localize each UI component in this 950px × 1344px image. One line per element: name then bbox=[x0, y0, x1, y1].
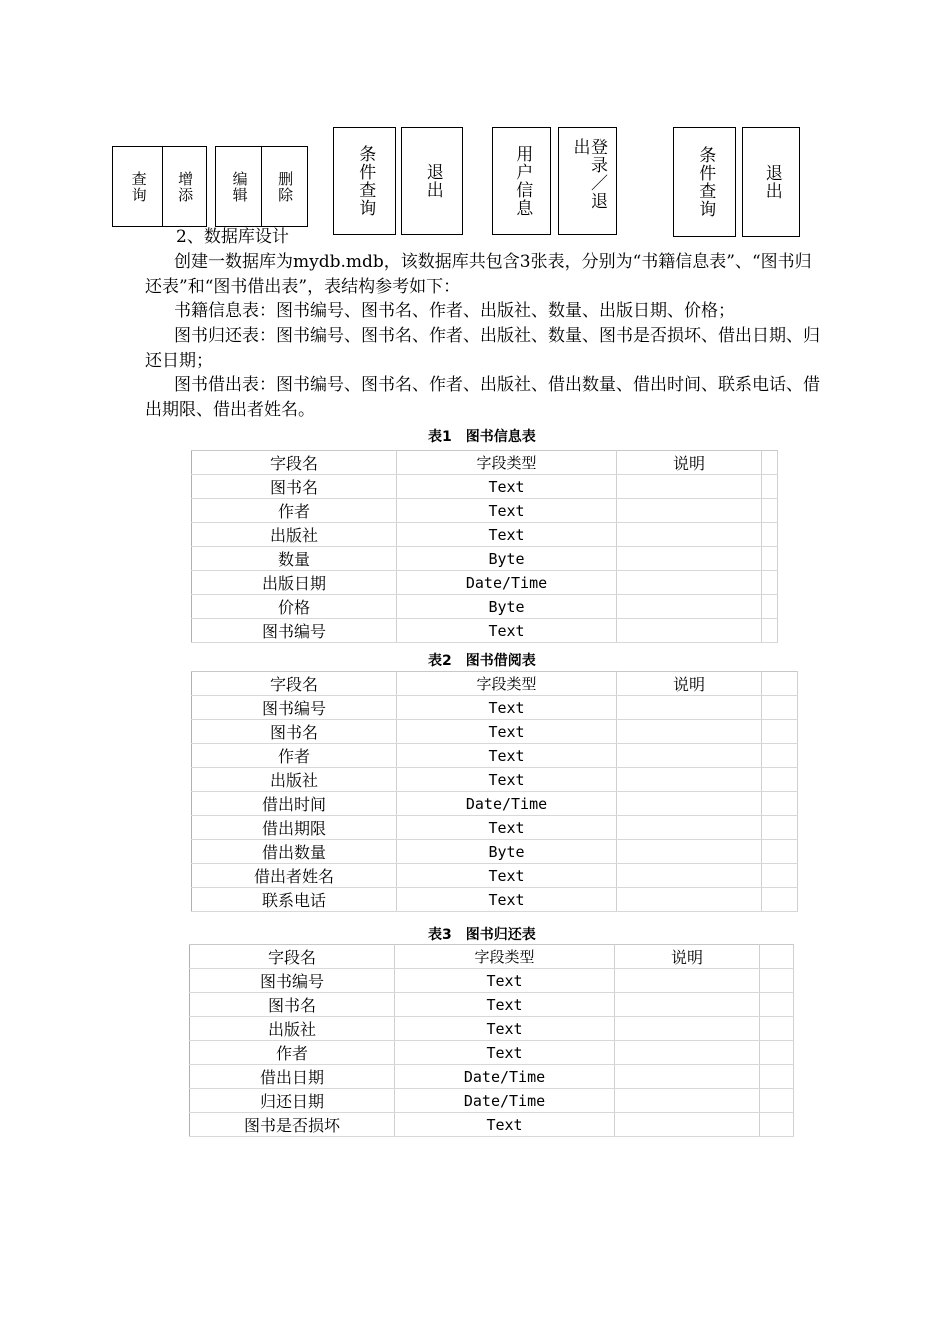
table-row bbox=[192, 619, 778, 643]
table-row bbox=[192, 888, 798, 912]
table-cell: Text bbox=[395, 1113, 615, 1137]
book-return-table bbox=[189, 944, 794, 1137]
paragraph-intro: 创建一数据库为mydb.mdb，该数据库共包含3张表，分别为“书籍信息表”、“图书归还表”和“图书借出表”，表结构参考如下： bbox=[145, 252, 812, 297]
table-cell bbox=[617, 571, 762, 595]
table-cell: Text bbox=[397, 744, 617, 768]
table-filler-cell bbox=[762, 768, 798, 792]
table-cell: Date/Time bbox=[395, 1089, 615, 1113]
table-cell bbox=[615, 993, 760, 1017]
table-row bbox=[190, 1017, 794, 1041]
diagram-box-add bbox=[162, 146, 207, 227]
table-header-row bbox=[192, 451, 778, 475]
table-filler-cell bbox=[762, 571, 778, 595]
table-row bbox=[192, 720, 798, 744]
table-filler-cell bbox=[762, 792, 798, 816]
table-cell: 借出期限 bbox=[192, 816, 397, 840]
table-filler-cell bbox=[762, 499, 778, 523]
table-cell bbox=[617, 768, 762, 792]
table-cell: 图书名 bbox=[190, 993, 395, 1017]
table-header-cell: 字段类型 bbox=[395, 945, 615, 969]
table-row bbox=[192, 792, 798, 816]
diagram-box-conditional-query bbox=[333, 127, 396, 235]
table-cell bbox=[617, 864, 762, 888]
table-cell: 作者 bbox=[190, 1041, 395, 1065]
table-filler-cell bbox=[762, 595, 778, 619]
table-row bbox=[192, 523, 778, 547]
table-cell: 借出者姓名 bbox=[192, 864, 397, 888]
box-label-overflow: 出 bbox=[569, 138, 590, 156]
table-filler-cell bbox=[762, 523, 778, 547]
table-header-cell: 说明 bbox=[615, 945, 760, 969]
table-cell bbox=[617, 523, 762, 547]
table-filler-cell bbox=[760, 1041, 794, 1065]
table-cell: 图书编号 bbox=[190, 969, 395, 993]
table-row bbox=[192, 768, 798, 792]
table-cell: 图书名 bbox=[192, 475, 397, 499]
diagram-box-edit bbox=[215, 146, 263, 227]
table-cell bbox=[615, 1041, 760, 1065]
table-cell: Byte bbox=[397, 840, 617, 864]
table-filler-cell bbox=[762, 720, 798, 744]
book-borrow-table bbox=[191, 671, 798, 912]
box-label: 删除 bbox=[276, 170, 295, 203]
table-cell: 数量 bbox=[192, 547, 397, 571]
diagram-box-delete bbox=[261, 146, 308, 227]
table-filler-cell bbox=[760, 1113, 794, 1137]
table-filler-cell bbox=[762, 451, 778, 475]
table-caption: 表2 图书借阅表 bbox=[428, 653, 536, 669]
table-cell: 出版日期 bbox=[192, 571, 397, 595]
table-cell: Text bbox=[397, 864, 617, 888]
table-cell: 价格 bbox=[192, 595, 397, 619]
table-header-row bbox=[190, 945, 794, 969]
table-cell bbox=[617, 475, 762, 499]
table-cell: Text bbox=[397, 619, 617, 643]
table-cell: Text bbox=[395, 1041, 615, 1065]
table-cell: 归还日期 bbox=[190, 1089, 395, 1113]
table-filler-cell bbox=[762, 696, 798, 720]
table-cell bbox=[617, 792, 762, 816]
diagram-box-user-info bbox=[492, 127, 551, 235]
table-cell bbox=[615, 1089, 760, 1113]
table-cell: 出版社 bbox=[192, 523, 397, 547]
table-cell bbox=[617, 888, 762, 912]
table-cell: 图书编号 bbox=[192, 696, 397, 720]
table-cell: Text bbox=[395, 993, 615, 1017]
table-filler-cell bbox=[760, 1017, 794, 1041]
table-row bbox=[192, 595, 778, 619]
table-cell bbox=[617, 595, 762, 619]
table-cell bbox=[617, 619, 762, 643]
table-cell: 图书名 bbox=[192, 720, 397, 744]
table-filler-cell bbox=[762, 619, 778, 643]
table-cell: 借出时间 bbox=[192, 792, 397, 816]
table-cell bbox=[617, 696, 762, 720]
table-filler-cell bbox=[762, 864, 798, 888]
table-cell bbox=[615, 969, 760, 993]
table-cell: 作者 bbox=[192, 744, 397, 768]
table-filler-cell bbox=[760, 945, 794, 969]
paragraph-borrow-table: 图书借出表：图书编号、图书名、作者、出版社、借出数量、借出时间、联系电话、借出期限、借出者姓名。 bbox=[145, 375, 820, 420]
table-header-cell: 说明 bbox=[617, 451, 762, 475]
table-header-cell: 说明 bbox=[617, 672, 762, 696]
table-filler-cell bbox=[762, 840, 798, 864]
box-label: 退出 bbox=[761, 164, 782, 200]
table-cell bbox=[617, 720, 762, 744]
table-header-cell: 字段类型 bbox=[397, 672, 617, 696]
table-row bbox=[192, 547, 778, 571]
table-cell bbox=[617, 547, 762, 571]
table-row bbox=[192, 696, 798, 720]
table-filler-cell bbox=[762, 816, 798, 840]
table-row bbox=[192, 475, 778, 499]
table-row bbox=[192, 499, 778, 523]
box-label: 退出 bbox=[422, 163, 443, 199]
book-info-table bbox=[191, 450, 778, 643]
box-label: 增添 bbox=[176, 170, 195, 203]
table-cell: Text bbox=[397, 888, 617, 912]
table-row bbox=[192, 840, 798, 864]
table-row bbox=[192, 864, 798, 888]
table-cell: Text bbox=[397, 696, 617, 720]
diagram-box-conditional-query-2 bbox=[673, 127, 736, 237]
table-header-cell: 字段名 bbox=[192, 672, 397, 696]
table-cell: Text bbox=[395, 969, 615, 993]
paragraph-return-table: 图书归还表：图书编号、图书名、作者、出版社、数量、图书是否损坏、借出日期、归还日期； bbox=[145, 326, 820, 371]
table-row bbox=[190, 993, 794, 1017]
table-row bbox=[190, 1113, 794, 1137]
table-cell: Date/Time bbox=[397, 571, 617, 595]
table-cell: Text bbox=[397, 816, 617, 840]
table-row bbox=[192, 744, 798, 768]
table-filler-cell bbox=[762, 888, 798, 912]
table-header-cell: 字段名 bbox=[190, 945, 395, 969]
table-header-cell: 字段类型 bbox=[397, 451, 617, 475]
table-cell: Byte bbox=[397, 595, 617, 619]
box-label: 条件查询 bbox=[355, 145, 376, 217]
table-cell: Text bbox=[397, 475, 617, 499]
table-cell: Text bbox=[397, 523, 617, 547]
box-label: 查询 bbox=[129, 170, 148, 203]
box-label: 条件查询 bbox=[695, 146, 716, 218]
table-filler-cell bbox=[760, 969, 794, 993]
table-cell: Text bbox=[397, 720, 617, 744]
table-filler-cell bbox=[760, 993, 794, 1017]
table-caption: 表3 图书归还表 bbox=[428, 927, 536, 943]
table-cell: Text bbox=[397, 499, 617, 523]
table-filler-cell bbox=[762, 672, 798, 696]
table-filler-cell bbox=[760, 1089, 794, 1113]
table-filler-cell bbox=[760, 1065, 794, 1089]
table-row bbox=[190, 1065, 794, 1089]
table-row bbox=[190, 1041, 794, 1065]
paragraph-book-info: 书籍信息表：图书编号、图书名、作者、出版社、数量、出版日期、价格； bbox=[174, 301, 735, 321]
table-cell: 借出数量 bbox=[192, 840, 397, 864]
table-header-cell: 字段名 bbox=[192, 451, 397, 475]
table-row bbox=[190, 969, 794, 993]
table-row bbox=[192, 816, 798, 840]
table-cell bbox=[615, 1065, 760, 1089]
table-cell bbox=[617, 840, 762, 864]
table-cell: 图书是否损坏 bbox=[190, 1113, 395, 1137]
table-cell bbox=[617, 816, 762, 840]
table-cell bbox=[617, 499, 762, 523]
table-cell bbox=[615, 1017, 760, 1041]
table-row bbox=[190, 1089, 794, 1113]
box-label: 用户信息 bbox=[512, 145, 533, 217]
table-cell: Byte bbox=[397, 547, 617, 571]
table-header-row bbox=[192, 672, 798, 696]
section-heading: 2、数据库设计 bbox=[176, 227, 289, 247]
table-filler-cell bbox=[762, 547, 778, 571]
box-label: 登录／退 bbox=[587, 138, 607, 210]
table-cell: Text bbox=[397, 768, 617, 792]
table-cell: Date/Time bbox=[397, 792, 617, 816]
table-filler-cell bbox=[762, 475, 778, 499]
table-filler-cell bbox=[762, 744, 798, 768]
table-cell bbox=[615, 1113, 760, 1137]
table-cell: Text bbox=[395, 1017, 615, 1041]
table-row bbox=[192, 571, 778, 595]
table-caption: 表1 图书信息表 bbox=[428, 429, 536, 445]
diagram-box-login-logout bbox=[558, 127, 617, 235]
table-cell: 联系电话 bbox=[192, 888, 397, 912]
table-cell: 图书编号 bbox=[192, 619, 397, 643]
diagram-box-exit bbox=[401, 127, 463, 235]
table-cell: 出版社 bbox=[192, 768, 397, 792]
table-cell: 借出日期 bbox=[190, 1065, 395, 1089]
table-cell: 出版社 bbox=[190, 1017, 395, 1041]
table-cell: Date/Time bbox=[395, 1065, 615, 1089]
box-label: 编辑 bbox=[230, 170, 249, 203]
table-cell bbox=[617, 744, 762, 768]
diagram-box-query bbox=[112, 146, 164, 227]
diagram-box-exit-2 bbox=[742, 127, 800, 237]
table-cell: 作者 bbox=[192, 499, 397, 523]
